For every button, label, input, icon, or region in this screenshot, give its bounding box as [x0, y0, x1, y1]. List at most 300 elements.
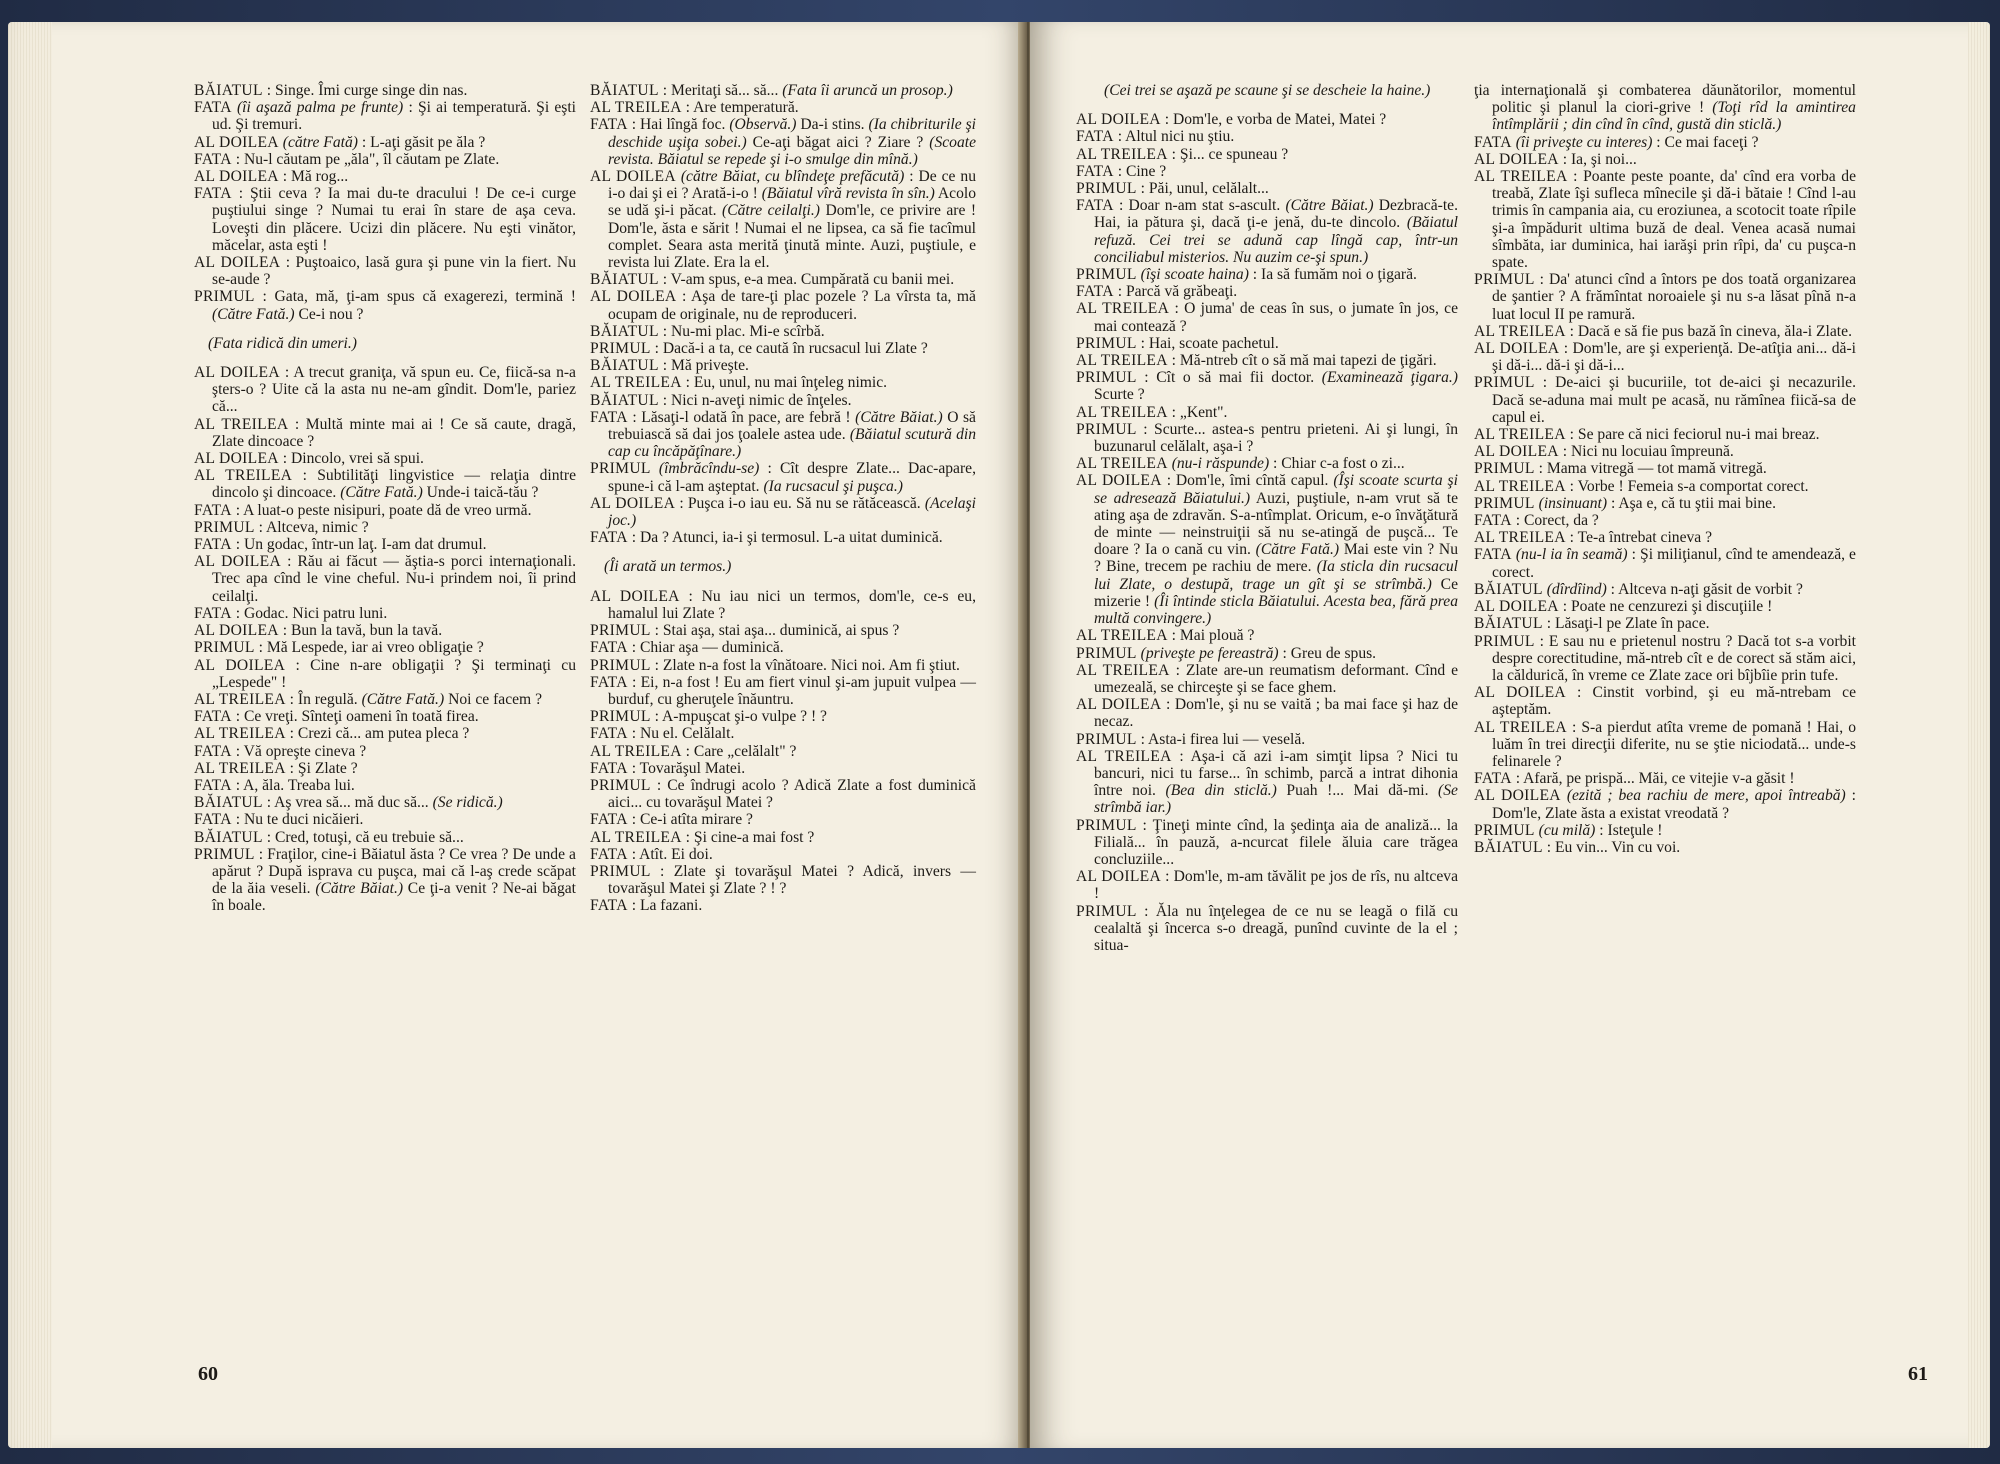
dialogue-line: BĂIATUL : Singe. Îmi curge singe din nas. — [194, 82, 468, 99]
dialogue-line: AL TREILEA : Multă minte mai ai ! Ce să caute, dragă, Zlate dincoace ? — [194, 415, 576, 450]
dialogue-line: FATA : Chiar aşa — duminică. — [590, 639, 784, 657]
dialogue-text: Altceva n-aţi găsit de vorbit ? — [1618, 580, 1803, 598]
speaker-name: FATA — [590, 725, 628, 743]
speaker-name: BĂIATUL — [194, 82, 263, 99]
dialogue-line: AL TREILEA (nu-i răspunde) : Chiar c-a fost o zi... — [1076, 455, 1405, 473]
dialogue-text: Nici n-aveţi nimic de înţeles. — [670, 391, 852, 409]
right-page — [1030, 22, 1990, 1448]
dialogue-line: FATA : Ştii ceva ? Ia mai du-te dracului ! De ce-i curge puştiului singe ? Numai tu erai în stare de aşa ceva. Loveşti din plăcere. Ucizi din plăcere. Nu eşti vinător, măcelar, asta eşti ! — [194, 185, 576, 254]
dialogue-line: BĂIATUL : Mă priveşte. — [590, 357, 749, 375]
dialogue-text: De-aici şi bucuriile, tot de-aici şi necazurile. Dacă se-aduna mai mult pe acasă, nu rămînea fiică-sa de capul ei. — [1492, 374, 1856, 426]
speaker-name: AL DOILEA — [1474, 684, 1566, 702]
inline-stage-direction: (Către Fată.) — [361, 690, 445, 708]
dialogue-line: AL DOILEA : Dincolo, vrei să spui. — [194, 450, 424, 468]
dialogue-line: FATA (îi aşază palma pe frunte) : Şi ai temperatură. Şi eşti ud. Şi tremuri. — [194, 99, 577, 134]
speaker-name: AL TREILEA — [590, 828, 682, 846]
speaker-name: AL DOILEA — [1076, 472, 1162, 490]
speaker-name: PRIMUL — [590, 460, 651, 478]
speaker-name: AL DOILEA — [590, 288, 677, 306]
dialogue-text: În regulă. — [297, 690, 358, 708]
dialogue-text: Ce-i atîta mirare ? — [639, 811, 753, 829]
dialogue-line: AL DOILEA : Dom'le, e vorba de Matei, Matei ? — [1076, 111, 1387, 129]
dialogue-line: FATA : Corect, da ? — [1474, 512, 1599, 530]
dialogue-text: Doar n-am stat s-ascult. — [1128, 197, 1281, 215]
dialogue-text: A trecut graniţa, vă spun eu. Ce, fiică-sa n-a şters-o ? Uite că la asta nu ne-am gîndit. Dom'le, pariez că... — [212, 364, 576, 416]
speaker-name: AL DOILEA — [194, 622, 279, 640]
dialogue-text: Unde-i taică-tău ? — [426, 484, 539, 502]
speaker-name: AL DOILEA — [1076, 696, 1162, 714]
page-number-left: 60 — [198, 1363, 218, 1385]
speaker-name: FATA — [1076, 283, 1114, 301]
dialogue-line: AL TREILEA : „Kent". — [1076, 403, 1228, 421]
speaker-name: PRIMUL — [194, 288, 255, 306]
dialogue-text: Se pare că nici feciorul nu-i mai breaz. — [1577, 426, 1820, 444]
dialogue-text: Zlate şi tovarăşul Matei ? Adică, invers — tovarăşul Matei şi Zlate ? ! ? — [608, 862, 976, 898]
dialogue-text: Ţineţi minte cînd, la şedinţa aia de analiză... la Filială... în pauză, a-ncurcat filele ăluia care trăgea concluziile... — [1094, 816, 1458, 868]
inline-stage-direction: (Se strîmbă iar.) — [1094, 782, 1458, 817]
dialogue-line: AL DOILEA : Puştoaico, lasă gura şi pune vin la fiert. Nu se-aude ? — [194, 254, 576, 289]
dialogue-text: Multă minte mai ai ! Ce să caute, dragă, Zlate dincoace ? — [212, 415, 576, 450]
speaker-name: PRIMUL — [1076, 266, 1137, 284]
dialogue-line: BĂIATUL : Nu-mi plac. Mi-e scîrbă. — [590, 322, 825, 340]
dialogue-text: Aşa-i că azi i-am simţit lipsa ? Nici tu bancuri, nici tu farse... în schimb, parcă a intrat dihonia între noi. — [1094, 747, 1458, 800]
dialogue-line: FATA : Altul nici nu ştiu. — [1076, 128, 1235, 146]
dialogue-text: Hai, scoate pachetul. — [1148, 334, 1279, 352]
speaker-name: AL TREILEA — [1076, 747, 1172, 765]
dialogue-line: AL DOILEA : A trecut graniţa, vă spun eu. Ce, fiică-sa n-a şters-o ? Uite că la asta nu ne-am gîndit. Dom'le, pariez că... — [194, 364, 576, 416]
speaker-name: PRIMUL — [1076, 334, 1137, 352]
dialogue-text: Singe. Îmi curge singe din nas. — [274, 82, 468, 99]
speaker-name: PRIMUL — [590, 708, 651, 726]
dialogue-line: PRIMUL (priveşte pe fereastră) : Greu de spus. — [1076, 644, 1377, 662]
dialogue-text: Ce mizerie ! — [1094, 575, 1458, 610]
speaker-name: FATA — [1076, 128, 1114, 146]
dialogue-text: Altceva, nimic ? — [266, 518, 369, 536]
inline-stage-direction: (îi priveşte cu interes) — [1515, 133, 1653, 151]
dialogue-text: Mai este vin ? Nu ? Bine, trecem pe rachiu de mere. — [1094, 541, 1458, 576]
dialogue-text: Ia să fumăm noi o ţigară. — [1261, 266, 1417, 284]
dialogue-text: Mă rog... — [290, 168, 349, 186]
speaker-name: AL TREILEA — [1076, 455, 1168, 473]
dialogue-line: AL DOILEA : Nici nu locuiau împreună. — [1474, 443, 1734, 461]
speaker-name: BĂIATUL — [1474, 580, 1543, 598]
dialogue-text: A luat-o peste nisipuri, poate dă de vreo urmă. — [243, 501, 532, 519]
dialogue-line: AL DOILEA : Dom'le, îmi cîntă capul. (Îşi scoate scurta şi se adresează Băiatului.) Auzi, puştiule, n-am vrut să te ating aşa de zdravăn. S-a-ntîmplat. Oricum, e-o învăţătură de minte — neinstruiţii să nu se-atingă de puşcă... Te doare ? Ia o cană cu vin. (Către Fată.) Mai este vin ? Nu ? Bine, trecem pe rachiu de mere. (Ia sticla din rucsacul lui Zlate, o destupă, trage un gît şi se strîmbă.) Ce mizerie ! (Îi întinde sticla Băiatului. Acesta bea, fără prea multă convingere.) — [1076, 472, 1458, 628]
speaker-name: FATA — [590, 897, 628, 915]
dialogue-text: De ce nu i-o dai şi ei ? Arată-i-o ! — [608, 168, 977, 203]
speaker-name: BĂIATUL — [194, 794, 263, 812]
dialogue-text: Auzi, puştiule, n-am vrut să te ating aşa de zdravăn. S-a-ntîmplat. Oricum, e-o învăţătură de minte — neinstruiţii să nu se-atingă de puşcă... Te doare ? Ia o cană cu vin. — [1094, 489, 1458, 559]
dialogue-line: PRIMUL : Mama vitregă — tot mamă vitregă. — [1474, 460, 1767, 478]
dialogue-text: Nu te duci nicăieri. — [243, 811, 364, 829]
dialogue-text: Dom'le, e vorba de Matei, Matei ? — [1172, 111, 1387, 129]
speaker-name: BĂIATUL — [590, 391, 659, 409]
dialogue-line: PRIMUL : Mă Lespede, iar ai vreo obligaţie ? — [194, 639, 484, 657]
dialogue-text: Puşca i-o iau eu. Să nu se rătăcească. — [687, 494, 921, 512]
dialogue-text: Dom'le, îmi cîntă capul. — [1175, 472, 1329, 490]
speaker-name: PRIMUL — [1076, 420, 1137, 438]
speaker-name: PRIMUL — [194, 639, 255, 657]
speaker-name: AL DOILEA — [194, 450, 279, 468]
dialogue-text: Dom'le, m-am tăvălit pe jos de rîs, nu altceva ! — [1094, 868, 1458, 903]
speaker-name: FATA — [194, 536, 232, 554]
dialogue-line: FATA : Tovarăşul Matei. — [590, 759, 746, 777]
dialogue-line: AL DOILEA (către Băiat, cu blîndeţe prefăcută) : De ce nu i-o dai şi ei ? Arată-i-o ! (Băiatul vîră revista în sîn.) Acolo se udă şi-i păcat. (Către ceilalţi.) Dom'le, ce privire are ! Dom'le, ăsta e sărit ! Numai el ne lipsea, ca să fie tacîmul complet. Seara asta merită ţinută minte. Auzi, puştiule, e revista lui Zlate. Era la el. — [590, 168, 977, 272]
dialogue-text: Ce ţi-a venit ? Ne-ai băgat în boale. — [212, 880, 577, 915]
speaker-name: AL TREILEA — [1474, 477, 1566, 495]
dialogue-text: Atît. Ei doi. — [639, 845, 713, 863]
inline-stage-direction: (Către Fată.) — [340, 484, 423, 502]
dialogue-line: PRIMUL : Fraţilor, cine-i Băiatul ăsta ? Ce vrea ? De unde a apărut ? După isprava cu puşca, mai că l-aş crede scăpat de la ăia veseli. (Către Băiat.) Ce ţi-a venit ? Ne-ai băgat în boale. — [194, 845, 577, 915]
inline-stage-direction: (Către Fată.) — [1255, 541, 1340, 559]
dialogue-line: AL TREILEA : Crezi că... am putea pleca ? — [194, 725, 470, 743]
dialogue-line: AL TREILEA : O juma' de ceas în sus, o jumate în jos, ce mai contează ? — [1076, 300, 1458, 335]
speaker-name: AL DOILEA — [1474, 443, 1559, 461]
speaker-name: AL TREILEA — [1076, 403, 1168, 421]
inline-stage-direction: (Ia sticla din rucsacul lui Zlate, o destupă, trage un gît şi se strîmbă.) — [1094, 558, 1458, 593]
speaker-name: AL TREILEA — [194, 690, 286, 708]
dialogue-line: AL DOILEA : Nu iau nici un termos, dom'le, ce-s eu, hamalul lui Zlate ? — [590, 587, 976, 622]
dialogue-text: Ce vreţi. Sînteţi oameni în toată firea. — [243, 708, 479, 726]
inline-stage-direction: (Ia chibriturile şi deschide uşiţa sobei.) — [608, 116, 976, 151]
dialogue-text: La fazani. — [639, 897, 703, 915]
dialogue-line: AL TREILEA : Te-a întrebat cineva ? — [1474, 529, 1713, 547]
dialogue-text: V-am spus, e-a mea. Cumpărată cu banii mei. — [670, 271, 955, 289]
dialogue-text: Cinstit vorbind, şi eu mă-ntrebam ce aşteptăm. — [1492, 684, 1856, 719]
dialogue-text: Cine n-are obligaţii ? Şi terminaţi cu „Lespede" ! — [212, 656, 576, 691]
dialogue-line: BĂIATUL (dîrdîind) : Altceva n-aţi găsit de vorbit ? — [1474, 580, 1803, 598]
stage-direction: (Cei trei se aşază pe scaune şi se descheie la haine.) — [1104, 82, 1431, 99]
dialogue-text: Ce-aţi băgat aici ? Ziare ? — [752, 133, 924, 151]
dialogue-line: PRIMUL : Păi, unul, celălalt... — [1076, 180, 1269, 198]
dialogue-line: AL DOILEA : Aşa de tare-ţi plac pozele ? La vîrsta ta, mă ocupam de originale, nu de reproduceri. — [590, 288, 976, 323]
dialogue-text: Rău ai făcut — ăştia-s porci internaţionali. Trec apa cînd le vine cheful. Nu-i prindem noi, îi prind ceilalţi. — [212, 553, 576, 605]
speaker-name: AL DOILEA — [194, 656, 286, 674]
dialogue-text: Şi Zlate ? — [297, 759, 358, 777]
dialogue-line: AL TREILEA : Mă-ntreb cît o să mă mai tapezi de ţigări. — [1076, 352, 1437, 370]
dialogue-line: AL DOILEA : Puşca i-o iau eu. Să nu se rătăcească. (Acelaşi joc.) — [590, 494, 976, 530]
dialogue-line: PRIMUL : Ăla nu înţelegea de ce nu se leagă o filă cu cealaltă şi încerca s-o dreagă, punînd cuvinte de la el ; situa- — [1076, 902, 1458, 954]
dialogue-line: FATA : Doar n-am stat s-ascult. (Către Băiat.) Dezbracă-te. Hai, ia pătura şi, dacă ţi-e jenă, du-te dincolo. (Băiatul refuză. Cei trei se adună cap lîngă cap, într-un conciliabul misterios. Nu auzim ce-şi spun.) — [1076, 197, 1458, 266]
dialogue-line: FATA : Nu-l căutam pe „ăla", îl căutam pe Zlate. — [194, 150, 500, 168]
speaker-name: AL TREILEA — [1474, 426, 1566, 444]
speaker-name: AL TREILEA — [1076, 627, 1168, 645]
speaker-name: PRIMUL — [590, 340, 651, 358]
dialogue-line: PRIMUL : Stai aşa, stai aşa... duminică, ai spus ? — [590, 622, 900, 640]
speaker-name: FATA — [194, 604, 232, 622]
dialogue-line: FATA : Lăsaţi-l odată în pace, are febră ! (Către Băiat.) O să trebuiască să dai jos ţoalele astea ude. (Băiatul scutură din cap cu încăpăţînare.) — [590, 408, 976, 461]
dialogue-text: Poate ne cenzurezi şi discuţiile ! — [1570, 598, 1773, 616]
speaker-name: FATA — [590, 116, 628, 134]
inline-stage-direction: (Examinează ţigara.) — [1321, 369, 1458, 387]
dialogue-text: Ce mai faceţi ? — [1664, 133, 1759, 151]
dialogue-line: BĂIATUL : V-am spus, e-a mea. Cumpărată cu banii mei. — [590, 271, 955, 289]
dialogue-text: Scurte... astea-s pentru prieteni. Ai şi lungi, în buzunarul celălalt, aşa-i ? — [1094, 420, 1458, 456]
dialogue-text: Vă opreşte cineva ? — [243, 742, 367, 760]
speaker-name: PRIMUL — [1076, 644, 1137, 662]
dialogue-line: FATA : Hai lîngă foc. (Observă.) Da-i stins. (Ia chibriturile şi deschide uşiţa sobei.) Ce-aţi băgat aici ? Ziare ? (Scoate revista. Băiatul se repede şi i-o smulge din mînă.) — [590, 116, 977, 168]
dialogue-text: Are temperatură. — [693, 99, 799, 117]
dialogue-text: E sau nu e prietenul nostru ? Dacă tot s-a vorbit despre corectitudine, mă-ntreb cît e de corect să stăm aici, la căldurică, în vreme ce Zlate zace ori bîjbîie prin tufe. — [1492, 632, 1856, 684]
speaker-name: AL DOILEA — [590, 494, 676, 512]
dialogue-line: BĂIATUL : Aş vrea să... mă duc să... (Se ridică.) — [194, 794, 503, 812]
dialogue-line: FATA : Ei, n-a fost ! Eu am fiert vinul şi-am jupuit vulpea — burduf, cu gheruţele înăuntru. — [590, 673, 976, 708]
dialogue-line: PRIMUL (insinuant) : Aşa e, că tu ştii mai bine. — [1474, 494, 1776, 512]
inline-stage-direction: (Îşi scoate scurta şi se adresează Băiatului.) — [1094, 472, 1458, 507]
dialogue-line: AL DOILEA (ezită ; bea rachiu de mere, apoi întreabă) : Dom'le, Zlate ăsta a existat vreodată ? — [1474, 787, 1857, 822]
dialogue-line: FATA (nu-l ia în seamă) : Şi miliţianul, cînd te amendează, e corect. — [1474, 546, 1856, 581]
dialogue-text: Noi ce facem ? — [448, 690, 542, 708]
dialogue-text: Ce-i nou ? — [298, 305, 364, 323]
dialogue-text: Dincolo, vrei să spui. — [290, 450, 424, 468]
dialogue-line: BĂIATUL : Eu vin... Vin cu voi. — [1474, 838, 1681, 856]
speaker-name: FATA — [1474, 133, 1512, 151]
inline-stage-direction: (Băiatul scutură din cap cu încăpăţînare.) — [608, 426, 976, 461]
dialogue-line: AL TREILEA : Subtilităţi lingvistice — relaţia dintre dincolo şi dincoace. (Către Fată.) Unde-i taică-tău ? — [194, 467, 577, 502]
speaker-name: AL TREILEA — [194, 725, 286, 743]
dialogue-text: Poante peste poante, da' cînd era vorba de treabă, Zlate îşi sufleca mînecile şi dă-i bătaie ! Cînd l-au trimis în campania aia, cu eroziunea, a scotocit toate rîpile şi-a împădurit ultima buză de deal. Venea acasă numai sîmbăta, iar duminica, hai iarăşi prin rîpi, da' cu puşca-n spate. — [1492, 168, 1857, 272]
inline-stage-direction: (îi aşază palma pe frunte) — [236, 99, 404, 117]
dialogue-line: AL TREILEA : Are temperatură. — [590, 99, 799, 117]
speaker-name: FATA — [590, 639, 628, 657]
inline-stage-direction: (insinuant) — [1538, 494, 1608, 512]
dialogue-text: Ştii ceva ? Ia mai du-te dracului ! De ce-i curge puştiului singe ? Numai tu erai în stare de aşa ceva. Loveşti din plăcere. Ucizi din plăcere. Nu eşti vinător, măcelar, asta eşti ! — [212, 185, 576, 254]
speaker-name: FATA — [1076, 162, 1114, 180]
inline-stage-direction: (dîrdîind) — [1546, 580, 1607, 598]
dialogue-text: Păi, unul, celălalt... — [1148, 180, 1269, 198]
speaker-name: FATA — [1474, 546, 1512, 564]
inline-stage-direction: (către Băiat, cu blîndeţe prefăcută) — [680, 168, 905, 186]
inline-stage-direction: (Fata îi aruncă un prosop.) — [782, 82, 953, 99]
dialogue-text: Zlate n-a fost la vînătoare. Nici noi. Am fi ştiut. — [662, 656, 960, 674]
inline-stage-direction: (Scoate revista. Băiatul se repede şi i-o smulge din mînă.) — [608, 133, 977, 168]
dialogue-line: AL TREILEA : Şi cine-a mai fost ? — [590, 828, 815, 846]
speaker-name: AL DOILEA — [194, 254, 281, 272]
dialogue-text: Te-a întrebat cineva ? — [1577, 529, 1713, 547]
inline-stage-direction: (Îi întinde sticla Băiatului. Acesta bea, fără prea multă convingere.) — [1094, 592, 1458, 628]
dialogue-text: Gata, mă, ţi-am spus că exagerezi, termină ! — [274, 288, 576, 306]
dialogue-line: FATA : Un godac, într-un laţ. I-am dat drumul. — [194, 536, 487, 554]
dialogue-line: FATA : Afară, pe prispă... Măi, ce vitejie v-a găsit ! — [1474, 770, 1795, 788]
dialogue-line: AL TREILEA : Eu, unul, nu mai înţeleg nimic. — [590, 374, 888, 392]
speaker-name: AL DOILEA — [1474, 787, 1561, 805]
dialogue-line: AL DOILEA : Dom'le, şi nu se vaită ; ba mai face şi haz de necaz. — [1076, 696, 1458, 731]
dialogue-text: Da ? Atunci, ia-i şi termosul. L-a uitat duminică. — [639, 529, 943, 547]
dialogue-text: Aşa e, că tu ştii mai bine. — [1618, 494, 1776, 512]
speaker-name: PRIMUL — [1474, 821, 1535, 839]
speaker-name: FATA — [194, 811, 232, 829]
inline-stage-direction: (Către Băiat.) — [855, 408, 943, 426]
dialogue-text: Lăsaţi-l pe Zlate în pace. — [1554, 615, 1710, 633]
dialogue-text: Isteţule ! — [1607, 821, 1663, 839]
dialogue-line: AL DOILEA : Mă rog... — [194, 168, 349, 186]
dialogue-line: AL TREILEA : Vorbe ! Femeia s-a comportat corect. — [1474, 477, 1809, 495]
dialogue-text: Mama vitregă — tot mamă vitregă. — [1546, 460, 1767, 478]
dialogue-text: Crezi că... am putea pleca ? — [297, 725, 470, 743]
speaker-name: PRIMUL — [1474, 271, 1535, 289]
inline-stage-direction: (cu milă) — [1538, 821, 1596, 839]
dialogue-line: AL TREILEA : Dacă e să fie pus bază în cineva, ăla-i Zlate. — [1474, 322, 1852, 340]
speaker-name: PRIMUL — [1474, 374, 1535, 392]
speaker-name: FATA — [194, 99, 232, 117]
dialogue-line: FATA : Atît. Ei doi. — [590, 845, 713, 863]
dialogue-line: AL DOILEA : Bun la tavă, bun la tavă. — [194, 622, 443, 640]
dialogue-line: PRIMUL : De-aici şi bucuriile, tot de-aici şi necazurile. Dacă se-aduna mai mult pe acasă, nu rămînea fiică-sa de capul ei. — [1474, 374, 1856, 426]
speaker-name: BĂIATUL — [590, 322, 659, 340]
speaker-name: AL DOILEA — [1474, 150, 1559, 168]
dialogue-line — [1474, 82, 1856, 134]
speaker-name: PRIMUL — [1076, 816, 1137, 834]
dialogue-text: Dacă-i a ta, ce caută în rucsacul lui Zlate ? — [662, 340, 928, 358]
speaker-name: FATA — [194, 150, 232, 168]
inline-stage-direction: (Băiatul vîră revista în sîn.) — [761, 185, 935, 203]
dialogue-line: PRIMUL : Altceva, nimic ? — [194, 518, 369, 536]
speaker-name: FATA — [590, 529, 628, 547]
dialogue-text: Dom'le, Zlate ăsta a existat vreodată ? — [1492, 804, 1730, 822]
dialogue-text: Lăsaţi-l odată în pace, are febră ! — [641, 408, 851, 426]
dialogue-text: Nu-mi plac. Mi-e scîrbă. — [670, 322, 825, 340]
speaker-name: AL DOILEA — [590, 168, 676, 186]
dialogue-text: Dom'le, ce privire are ! Dom'le, ăsta e sărit ! Numai el ne lipsea, ca să fie tacîmul complet. Seara asta merită ţinută minte. Auzi, puştiule, e revista lui Zlate. Era la el. — [608, 202, 977, 272]
speaker-name: PRIMUL — [1076, 180, 1137, 198]
dialogue-line: FATA : Nu te duci nicăieri. — [194, 811, 364, 829]
dialogue-text: Scurte ? — [1094, 386, 1145, 404]
speaker-name: AL DOILEA — [194, 133, 279, 151]
inline-stage-direction: (Ia rucsacul şi puşca.) — [763, 477, 903, 495]
left-column-2 — [590, 82, 976, 915]
dialogue-line: PRIMUL : Hai, scoate pachetul. — [1076, 334, 1279, 352]
dialogue-text: Puah !... Mai dă-mi. — [1286, 782, 1429, 800]
dialogue-line: PRIMUL : Zlate n-a fost la vînătoare. Nici noi. Am fi ştiut. — [590, 656, 960, 674]
inline-stage-direction: (Se ridică.) — [432, 794, 503, 812]
dialogue-text: Aş vrea să... mă duc să... — [274, 794, 429, 812]
dialogue-line: PRIMUL : Zlate şi tovarăşul Matei ? Adică, invers — tovarăşul Matei şi Zlate ? ! ? — [590, 862, 976, 898]
dialogue-text: A, ăla. Treaba lui. — [243, 776, 355, 794]
dialogue-text: Zlate are-un reumatism deformant. Cînd e umezeală, se chirceşte şi se face ghem. — [1094, 661, 1459, 696]
dialogue-text: Chiar c-a fost o zi... — [1281, 455, 1405, 473]
speaker-name: PRIMUL — [590, 656, 651, 674]
dialogue-line: AL DOILEA : Ia, şi noi... — [1474, 150, 1637, 168]
right-column-1 — [1076, 82, 1458, 954]
dialogue-text: Nu iau nici un termos, dom'le, ce-s eu, hamalul lui Zlate ? — [608, 587, 976, 622]
dialogue-text: Care „celălalt" ? — [693, 742, 797, 760]
dialogue-line: PRIMUL (îşi scoate haina) : Ia să fumăm noi o ţigară. — [1076, 266, 1417, 284]
dialogue-line: FATA : Cine ? — [1076, 162, 1167, 180]
dialogue-text: Ăla nu înţelegea de ce nu se leagă o filă cu cealaltă şi încerca s-o dreagă, punînd cuvinte de la el ; situa- — [1094, 902, 1458, 954]
speaker-name: AL TREILEA — [1076, 300, 1170, 318]
dialogue-text: Hai lîngă foc. — [640, 116, 726, 134]
dialogue-text: Corect, da ? — [1523, 512, 1599, 530]
dialogue-line: PRIMUL : Asta-i firea lui — veselă. — [1076, 730, 1306, 748]
dialogue-text: Parcă vă grăbeaţi. — [1125, 283, 1238, 301]
speaker-name: AL DOILEA — [1474, 598, 1559, 616]
speaker-name: AL DOILEA — [194, 364, 280, 382]
dialogue-line: FATA : Da ? Atunci, ia-i şi termosul. L-a uitat duminică. — [590, 529, 943, 547]
dialogue-line: PRIMUL : Cît o să mai fii doctor. (Examinează ţigara.) Scurte ? — [1076, 369, 1458, 404]
speaker-name: AL TREILEA — [590, 374, 682, 392]
dialogue-text: Mai plouă ? — [1179, 627, 1255, 645]
dialogue-line: AL TREILEA : În regulă. (Către Fată.) Noi ce facem ? — [194, 690, 542, 708]
speaker-name: AL TREILEA — [590, 99, 682, 117]
inline-stage-direction: (Către Băiat.) — [315, 880, 404, 898]
dialogue-line: FATA : A luat-o peste nisipuri, poate dă de vreo urmă. — [194, 501, 532, 519]
speaker-name: FATA — [1076, 197, 1114, 215]
dialogue-line: AL DOILEA : Dom'le, m-am tăvălit pe jos de rîs, nu altceva ! — [1076, 868, 1458, 903]
dialogue-text: Bun la tavă, bun la tavă. — [290, 622, 443, 640]
dialogue-text: Un godac, într-un laţ. I-am dat drumul. — [243, 536, 487, 554]
speaker-name: PRIMUL — [194, 518, 255, 536]
dialogue-text: Eu vin... Vin cu voi. — [1554, 838, 1681, 856]
dialogue-line: PRIMUL : Ce îndrugi acolo ? Adică Zlate a fost duminică aici... cu tovarăşul Matei ? — [590, 776, 976, 812]
inline-stage-direction: (Toţi rîd la amintirea întîmplării ; din cînd în cînd, gustă din sticlă.) — [1492, 99, 1856, 134]
dialogue-text: Şi... ce spuneau ? — [1179, 145, 1289, 163]
speaker-name: FATA — [194, 185, 232, 203]
speaker-name: FATA — [590, 759, 628, 777]
dialogue-line: AL DOILEA : Dom'le, are şi experienţă. De-atîţia ani... dă-i şi dă-i... dă-i şi dă-i... — [1474, 340, 1856, 375]
speaker-name: FATA — [194, 708, 232, 726]
inline-stage-direction: (îşi scoate haina) — [1140, 266, 1249, 284]
dialogue-text: „Kent". — [1179, 403, 1228, 421]
inline-stage-direction: (Băiatul refuză. Cei trei se adună cap lîngă cap, într-un conciliabul misterios. Nu auzim ce-şi spun.) — [1094, 214, 1458, 266]
dialogue-text: Mă Lespede, iar ai vreo obligaţie ? — [266, 639, 484, 657]
dialogue-line: PRIMUL : Dacă-i a ta, ce caută în rucsacul lui Zlate ? — [590, 340, 928, 358]
dialogue-line: FATA : Nu el. Celălalt. — [590, 725, 735, 743]
speaker-name: AL DOILEA — [1076, 111, 1161, 129]
dialogue-text: Cît despre Zlate... Dac-apare, spune-i că l-am aşteptat. — [608, 460, 976, 495]
dialogue-text: Altul nici nu ştiu. — [1125, 128, 1235, 146]
dialogue-text: O juma' de ceas în sus, o jumate în jos, ce mai contează ? — [1094, 300, 1458, 335]
dialogue-line: FATA : Ce vreţi. Sînteţi oameni în toată firea. — [194, 708, 479, 726]
dialogue-text: Fraţilor, cine-i Băiatul ăsta ? Ce vrea ? De unde a apărut ? După isprava cu puşca, mai că l-aş crede scăpat de la ăia veseli. — [212, 845, 576, 898]
speaker-name: AL DOILEA — [590, 587, 680, 605]
speaker-name: FATA — [590, 811, 628, 829]
dialogue-text: Eu, unul, nu mai înţeleg nimic. — [693, 374, 888, 392]
speaker-name: AL DOILEA — [194, 168, 279, 186]
speaker-name: PRIMUL — [590, 622, 651, 640]
speaker-name: BĂIATUL — [590, 271, 659, 289]
dialogue-text: Godac. Nici patru luni. — [243, 604, 388, 622]
dialogue-text: Cît o să mai fii doctor. — [1156, 369, 1315, 387]
dialogue-text: Ce îndrugi acolo ? Adică Zlate a fost duminică aici... cu tovarăşul Matei ? — [608, 776, 976, 812]
speaker-name: AL TREILEA — [590, 742, 682, 760]
dialogue-line: AL DOILEA : Cine n-are obligaţii ? Şi terminaţi cu „Lespede" ! — [194, 656, 576, 691]
speaker-name: BĂIATUL — [1474, 615, 1543, 633]
speaker-name: FATA — [1474, 512, 1512, 530]
dialogue-line: AL TREILEA : Care „celălalt" ? — [590, 742, 797, 760]
dialogue-line: PRIMUL : E sau nu e prietenul nostru ? Dacă tot s-a vorbit despre corectitudine, mă-ntreb cît e de corect să stăm aici, la căldurică, în vreme ce Zlate zace ori bîjbîie prin tufe. — [1474, 632, 1856, 684]
dialogue-text: Aşa de tare-ţi plac pozele ? La vîrsta ta, mă ocupam de originale, nu de reproduceri. — [608, 288, 976, 323]
inline-stage-direction: (nu-i răspunde) — [1171, 455, 1270, 473]
speaker-name: BĂIATUL — [1474, 838, 1543, 856]
inline-stage-direction: (Bea din sticlă.) — [1165, 782, 1277, 800]
dialogue-text: Cine ? — [1125, 162, 1167, 180]
speaker-name: FATA — [1474, 770, 1512, 788]
dialogue-line: AL TREILEA : Aşa-i că azi i-am simţit lipsa ? Nici tu bancuri, nici tu farse... în schimb, parcă a intrat dihonia între noi. (Bea din sticlă.) Puah !... Mai dă-mi. (Se strîmbă iar.) — [1076, 747, 1458, 817]
right-column-2 — [1474, 82, 1856, 856]
stage-direction: (Fata ridică din umeri.) — [208, 334, 357, 352]
inline-stage-direction: (Observă.) — [729, 116, 797, 134]
dialogue-line: AL TREILEA : Poante peste poante, da' cînd era vorba de treabă, Zlate îşi sufleca mînecile şi dă-i bătaie ! Cînd l-au trimis în campania aia, cu eroziunea, a scotocit toate rîpile şi-a împădurit ultima buză de deal. Venea acasă numai sîmbăta, iar duminica, hai iarăşi prin rîpi, da' cu puşca-n spate. — [1474, 168, 1857, 272]
dialogue-text: Şi cine-a mai fost ? — [693, 828, 815, 846]
speaker-name: AL TREILEA — [1474, 718, 1567, 736]
speaker-name: FATA — [194, 776, 232, 794]
speaker-name: PRIMUL — [1474, 632, 1535, 650]
speaker-name: PRIMUL — [1076, 730, 1137, 748]
dialogue-line: AL TREILEA : S-a pierdut atîta vreme de pomană ! Hai, o luăm în trei direcţii diferite, nu se ştie niciodată... unde-s felinarele ? — [1474, 718, 1856, 770]
dialogue-line: AL DOILEA : Poate ne cenzurezi şi discuţiile ! — [1474, 598, 1773, 616]
dialogue-text: Şi ai temperatură. Şi eşti ud. Şi tremuri. — [212, 99, 577, 134]
dialogue-text: Chiar aşa — duminică. — [639, 639, 784, 657]
